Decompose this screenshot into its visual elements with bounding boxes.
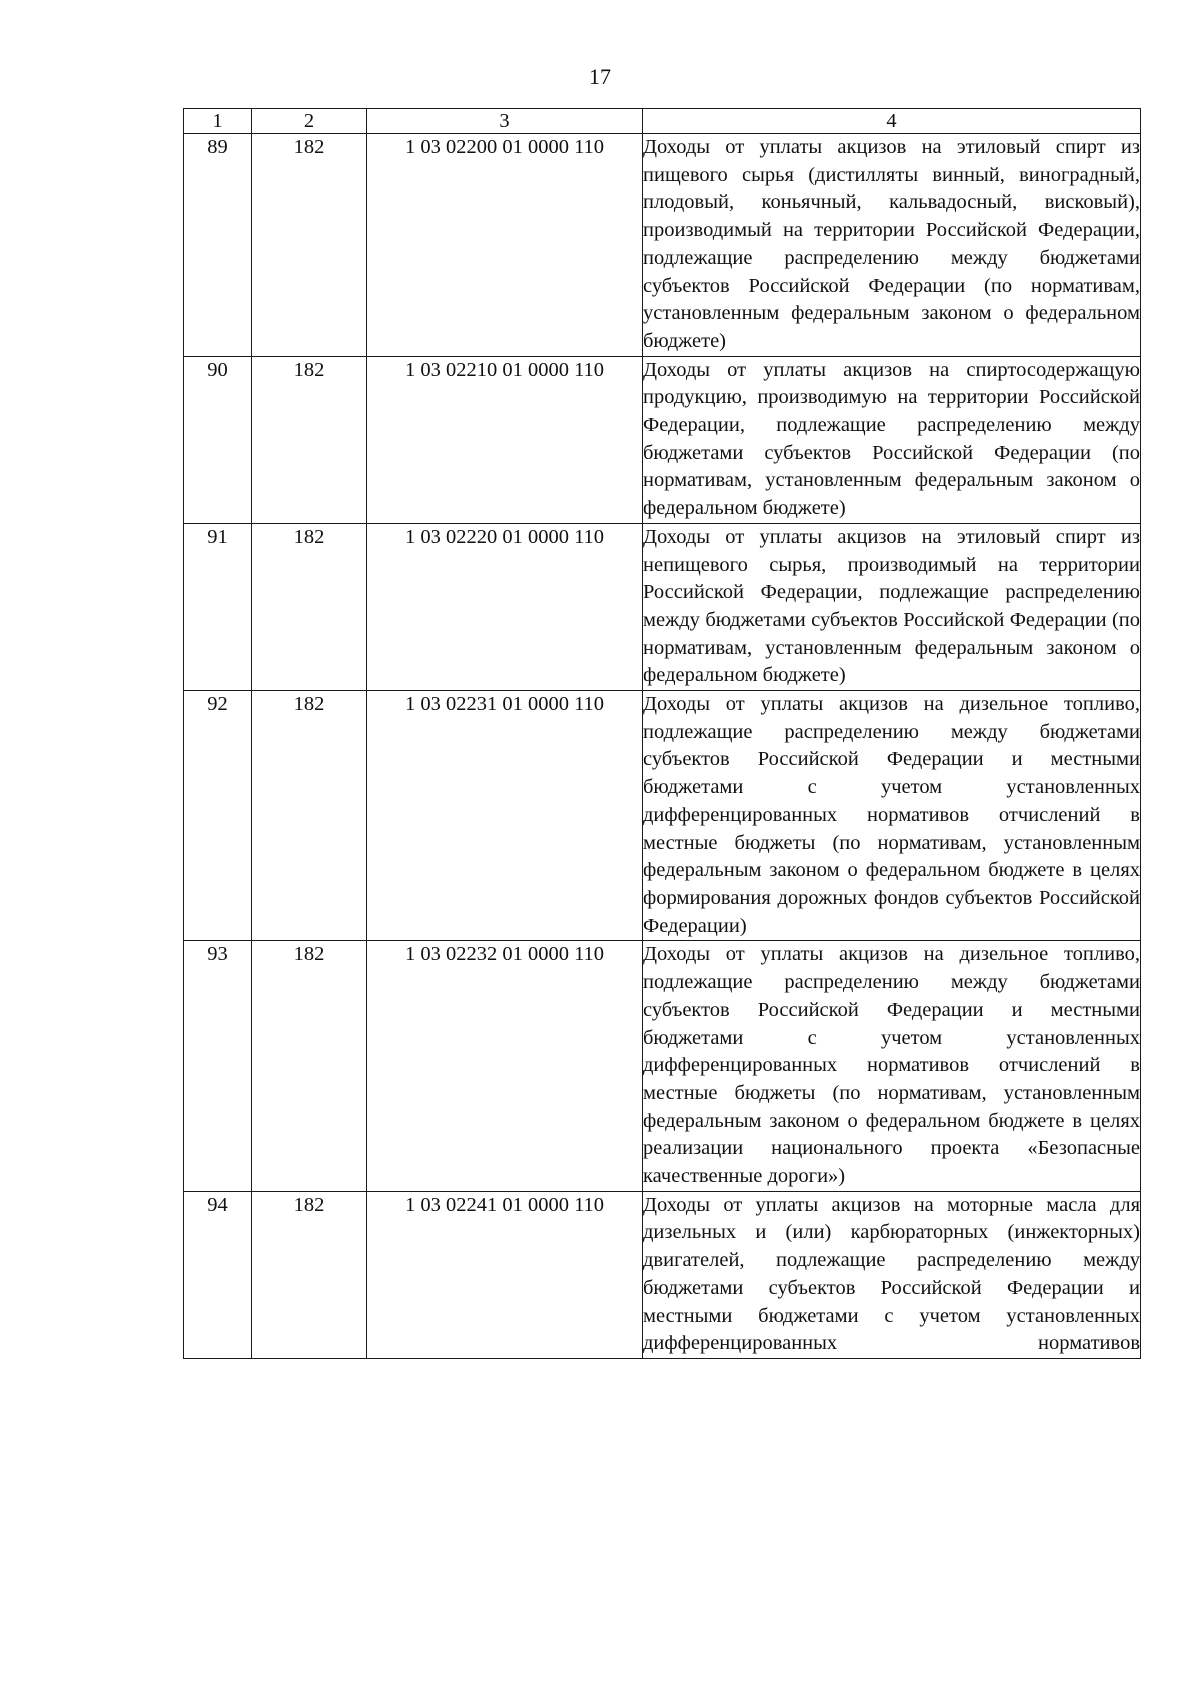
budget-classification-code: 1 03 02232 01 0000 110 [367, 941, 643, 1191]
budget-classification-code: 1 03 02220 01 0000 110 [367, 523, 643, 690]
column-header-4: 4 [643, 109, 1141, 134]
revenue-description: Доходы от уплаты акцизов на моторные масла для дизельных и (или) карбюраторных (инжекторных) двигателей, подлежащие распределению между бюджетами субъектов Российской Федерации и местными бюджетами с учетом установленных дифференцированных нормативов [643, 1191, 1141, 1358]
page-number: 17 [589, 64, 611, 89]
administrator-code: 182 [252, 356, 367, 523]
administrator-code: 182 [252, 1191, 367, 1358]
revenue-description: Доходы от уплаты акцизов на спиртосодержащую продукцию, производимую на территории Российской Федерации, подлежащие распределению между бюджетами субъектов Российской Федерации (по нормативам, установленным федеральным законом о федеральном бюджете) [643, 356, 1141, 523]
row-number: 92 [184, 691, 252, 941]
row-number: 91 [184, 523, 252, 690]
budget-revenue-table [183, 108, 1141, 1359]
budget-classification-code: 1 03 02210 01 0000 110 [367, 356, 643, 523]
budget-classification-code: 1 03 02241 01 0000 110 [367, 1191, 643, 1358]
revenue-description: Доходы от уплаты акцизов на этиловый спирт из непищевого сырья, производимый на территории Российской Федерации, подлежащие распределению между бюджетами субъектов Российской Федерации (по нормативам, установленным федеральным законом о федеральном бюджете) [643, 523, 1141, 690]
table-row [184, 134, 1141, 357]
revenue-description: Доходы от уплаты акцизов на дизельное топливо, подлежащие распределению между бюджетами субъектов Российской Федерации и местными бюджетами с учетом установленных дифференцированных нормативов отчислений в местные бюджеты (по нормативам, установленным федеральным законом о федеральном бюджете в целях формирования дорожных фондов субъектов Российской Федерации) [643, 691, 1141, 941]
administrator-code: 182 [252, 691, 367, 941]
administrator-code: 182 [252, 941, 367, 1191]
revenue-description: Доходы от уплаты акцизов на этиловый спирт из пищевого сырья (дистилляты винный, виноградный, плодовый, коньячный, кальвадосный, висковый), производимый на территории Российской Федерации, подлежащие распределению между бюджетами субъектов Российской Федерации (по нормативам, установленным федеральным законом о федеральном бюджете) [643, 134, 1141, 357]
budget-classification-code: 1 03 02200 01 0000 110 [367, 134, 643, 357]
budget-classification-code: 1 03 02231 01 0000 110 [367, 691, 643, 941]
row-number: 94 [184, 1191, 252, 1358]
table-row [184, 691, 1141, 941]
column-header-2: 2 [252, 109, 367, 134]
table-header-row [184, 109, 1141, 134]
table-row [184, 941, 1141, 1191]
administrator-code: 182 [252, 523, 367, 690]
column-header-1: 1 [184, 109, 252, 134]
table-row [184, 523, 1141, 690]
table-row [184, 1191, 1141, 1358]
row-number: 90 [184, 356, 252, 523]
table-row [184, 356, 1141, 523]
administrator-code: 182 [252, 134, 367, 357]
column-header-3: 3 [367, 109, 643, 134]
row-number: 93 [184, 941, 252, 1191]
revenue-description: Доходы от уплаты акцизов на дизельное топливо, подлежащие распределению между бюджетами субъектов Российской Федерации и местными бюджетами с учетом установленных дифференцированных нормативов отчислений в местные бюджеты (по нормативам, установленным федеральным законом о федеральном бюджете в целях реализации национального проекта «Безопасные качественные дороги») [643, 941, 1141, 1191]
row-number: 89 [184, 134, 252, 357]
